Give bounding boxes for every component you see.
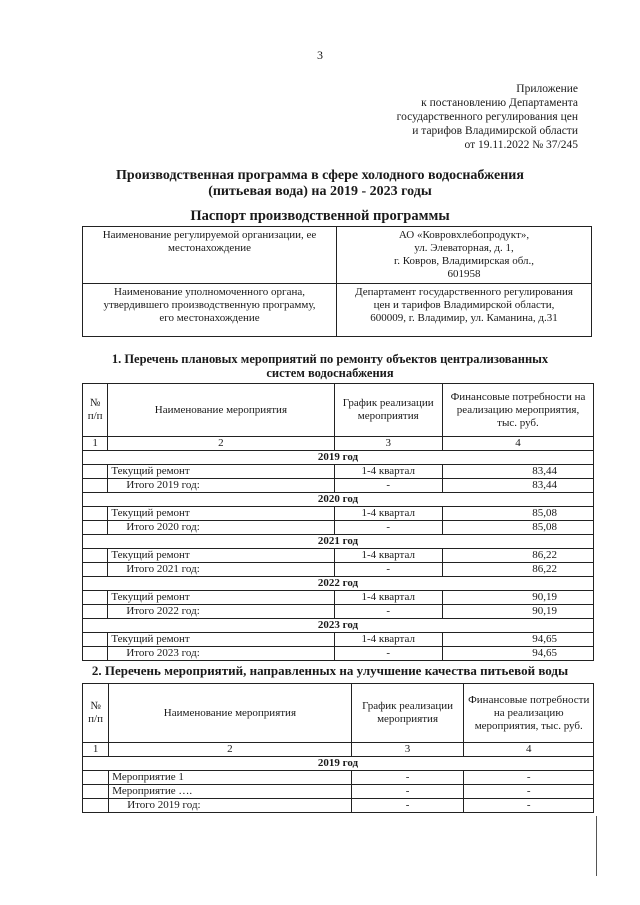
column-number-row: [83, 743, 594, 757]
year-row: [83, 535, 594, 549]
row-schedule: 1-4 квартал: [334, 549, 442, 563]
authority-value-line: 600009, г. Владимир, ул. Каманина, д.31: [370, 312, 558, 324]
authority-value-line: цен и тарифов Владимирской области,: [373, 299, 555, 311]
row-num: [83, 563, 108, 577]
col-number: 2: [109, 743, 351, 757]
header-schedule: График реализации мероприятия: [351, 684, 464, 743]
row-value: 85,08: [442, 507, 593, 521]
row-schedule: -: [351, 785, 464, 799]
col-number: 4: [464, 743, 594, 757]
row-name: Мероприятие ….: [109, 785, 351, 799]
repair-plan-table: [82, 383, 594, 661]
row-value: 94,65: [442, 633, 593, 647]
org-label: Наименование регулируемой организации, ее местонахождение: [83, 227, 337, 284]
col-number: 3: [351, 743, 464, 757]
authority-label: [83, 284, 337, 337]
col-number: 3: [334, 437, 442, 451]
row-schedule: 1-4 квартал: [334, 633, 442, 647]
table-row: [83, 549, 594, 563]
table-row: [83, 633, 594, 647]
total-row: [83, 563, 594, 577]
row-num: [83, 785, 109, 799]
table-header-row: [83, 384, 594, 437]
total-row: [83, 605, 594, 619]
total-label: Итого 2021 год:: [108, 563, 334, 577]
year-row: [83, 451, 594, 465]
row-value: 83,44: [442, 465, 593, 479]
header-schedule: График реализации мероприятия: [334, 384, 442, 437]
row-value: -: [464, 799, 594, 813]
row-num: [83, 605, 108, 619]
passport-row: [83, 227, 592, 284]
year-row: [83, 577, 594, 591]
year-row: [83, 757, 594, 771]
annex-line: и тарифов Владимирской области: [412, 125, 578, 137]
section2-title: 2. Перечень мероприятий, направленных на улучшение качества питьевой воды: [91, 663, 569, 678]
year-row: [83, 619, 594, 633]
header-num: № п/п: [83, 684, 109, 743]
year-row: [83, 493, 594, 507]
total-label: Итого 2020 год:: [108, 521, 334, 535]
total-value: 83,44: [442, 479, 593, 493]
table-row: [83, 465, 594, 479]
row-value: -: [464, 771, 594, 785]
total-label: Итого 2022 год:: [108, 605, 334, 619]
org-value-line: 601958: [447, 268, 481, 280]
total-schedule: -: [334, 647, 442, 661]
annex-block: [348, 82, 578, 152]
total-schedule: -: [334, 521, 442, 535]
header-name: Наименование мероприятия: [108, 384, 334, 437]
row-name: Текущий ремонт: [108, 465, 334, 479]
row-num: [83, 647, 108, 661]
row-value: 90,19: [442, 591, 593, 605]
row-schedule: -: [351, 771, 464, 785]
col-number: 4: [442, 437, 593, 451]
year-label: 2023 год: [83, 619, 594, 633]
row-num: [83, 549, 108, 563]
page-number: 3: [317, 48, 323, 62]
authority-value-line: Департамент государственного регулирования: [355, 286, 573, 298]
header-num: № п/п: [83, 384, 108, 437]
section1-title-line: систем водоснабжения: [266, 366, 394, 380]
table-row: [83, 591, 594, 605]
document-title: [60, 168, 580, 200]
annex-line: к постановлению Департамента: [421, 97, 578, 109]
title-line: Производственная программа в сфере холодного водоснабжения: [116, 168, 524, 183]
row-num: [83, 771, 109, 785]
org-value-line: г. Ковров, Владимирская обл.,: [393, 255, 535, 267]
row-num: [83, 479, 108, 493]
total-value: 90,19: [442, 605, 593, 619]
row-name: Текущий ремонт: [108, 507, 334, 521]
col-number: 2: [108, 437, 334, 451]
total-row: [83, 647, 594, 661]
year-label: 2021 год: [83, 535, 594, 549]
row-value: -: [464, 785, 594, 799]
total-row: [83, 479, 594, 493]
table-row: [83, 507, 594, 521]
passport-table: [82, 226, 592, 337]
header-finance: Финансовые потребности на реализацию мероприятия, тыс. руб.: [464, 684, 594, 743]
row-num: [83, 465, 108, 479]
authority-label-line: его местонахождение: [159, 312, 260, 324]
total-schedule: -: [334, 605, 442, 619]
water-quality-table: [82, 683, 594, 813]
row-value: 86,22: [442, 549, 593, 563]
margin-mark: [596, 816, 597, 876]
row-name: Текущий ремонт: [108, 591, 334, 605]
annex-line: государственного регулирования цен: [396, 111, 578, 123]
year-label: 2022 год: [83, 577, 594, 591]
table-row: [83, 771, 594, 785]
org-value-line: АО «Ковровхлебопродукт»,: [398, 229, 530, 241]
authority-value: [337, 284, 592, 337]
row-name: Текущий ремонт: [108, 633, 334, 647]
total-label: Итого 2019 год:: [108, 479, 334, 493]
row-num: [83, 507, 108, 521]
authority-label-line: Наименование уполномоченного органа,: [114, 286, 305, 298]
year-label: 2020 год: [83, 493, 594, 507]
section1-title-line: 1. Перечень плановых мероприятий по ремонту объектов централизованных: [111, 352, 549, 366]
column-number-row: [83, 437, 594, 451]
row-num: [83, 799, 109, 813]
header-finance: Финансовые потребности на реализацию мероприятия, тыс. руб.: [442, 384, 593, 437]
title-line: (питьевая вода) на 2019 - 2023 годы: [208, 184, 432, 199]
table-header-row: [83, 684, 594, 743]
total-row: [83, 521, 594, 535]
total-label: Итого 2023 год:: [108, 647, 334, 661]
passport-row: [83, 284, 592, 337]
passport-heading: Паспорт производственной программы: [190, 208, 450, 224]
row-schedule: 1-4 квартал: [334, 465, 442, 479]
total-schedule: -: [334, 479, 442, 493]
total-schedule: -: [334, 563, 442, 577]
col-number: 1: [83, 437, 108, 451]
col-number: 1: [83, 743, 109, 757]
row-num: [83, 521, 108, 535]
org-value-line: ул. Элеваторная, д. 1,: [414, 242, 514, 254]
row-num: [83, 633, 108, 647]
header-name: Наименование мероприятия: [109, 684, 351, 743]
row-num: [83, 591, 108, 605]
authority-label-line: утвердившего производственную программу,: [103, 299, 316, 311]
row-name: Итого 2019 год:: [109, 799, 351, 813]
table-row: [83, 799, 594, 813]
year-label: 2019 год: [83, 451, 594, 465]
year-label: 2019 год: [83, 757, 594, 771]
row-schedule: 1-4 квартал: [334, 507, 442, 521]
annex-line: от 19.11.2022 № 37/245: [464, 139, 578, 151]
section1-title: [60, 352, 600, 380]
row-schedule: 1-4 квартал: [334, 591, 442, 605]
row-name: Мероприятие 1: [109, 771, 351, 785]
total-value: 86,22: [442, 563, 593, 577]
total-value: 94,65: [442, 647, 593, 661]
row-name: Текущий ремонт: [108, 549, 334, 563]
table-row: [83, 785, 594, 799]
annex-line: Приложение: [516, 83, 578, 95]
org-value: [337, 227, 592, 284]
total-value: 85,08: [442, 521, 593, 535]
row-schedule: -: [351, 799, 464, 813]
